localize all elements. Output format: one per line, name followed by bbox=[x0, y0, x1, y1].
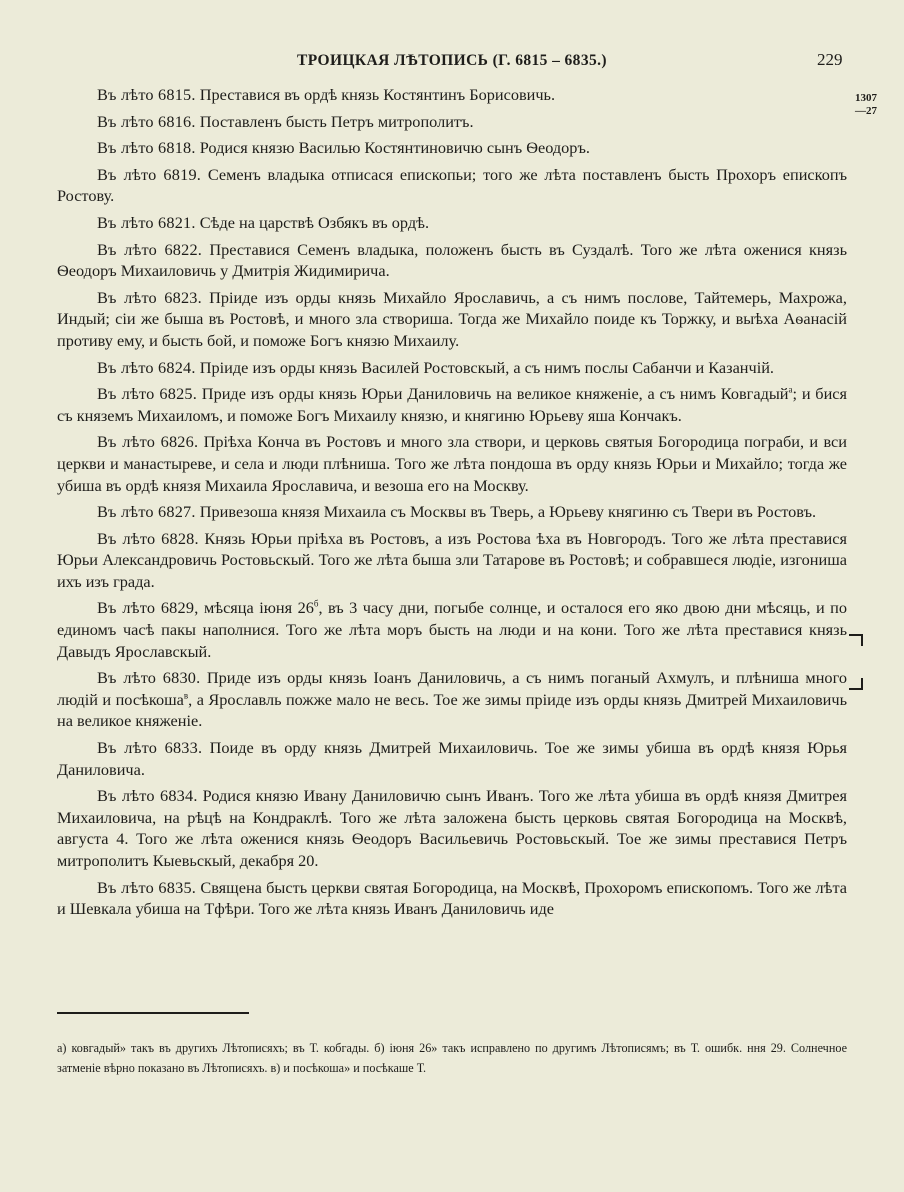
entry-year: Въ лѣто 6816. bbox=[97, 111, 196, 131]
entry-year: Въ лѣто 6822. bbox=[97, 239, 203, 259]
entry-text-continued: , въ 3 часу дни, погыбе солнце, и осталося его яко двою дни мѣсяць, и по единомъ часѣ пакы наполнися. Того же лѣта моръ бысть на люди и на кони. Того же лѣта преставися князь Давыдъ Ярославскый. bbox=[57, 598, 847, 661]
entry-text: Пріѣха Конча въ Ростовъ и много зла створи, и церковь святыя Богородица пограби, и вси церкви и манастыреве, и села и люди плѣниша. Того же лѣта пондоша въ орду князь Юрьи и Михайло; тогда же убиша въ ордѣ князя Михаила Ярославича, и везоша его на Москву. bbox=[57, 432, 847, 495]
chronicle-entry bbox=[57, 528, 847, 593]
chronicle-entry bbox=[57, 84, 847, 106]
chronicle-text bbox=[57, 84, 847, 925]
chronicle-entry bbox=[57, 137, 847, 159]
margin-year-from: 1307 bbox=[855, 92, 877, 104]
chronicle-entry bbox=[57, 357, 847, 379]
entry-text: Привезоша князя Михаила съ Москвы въ Тверь, а Юрьеву княгиню съ Твери въ Ростовъ. bbox=[195, 502, 817, 522]
entry-text: Преставися Семенъ владыка, положенъ бысть въ Суздалѣ. Того же лѣта оженися князь Ѳеодоръ Михаиловичь у Дмитрія Жидимирича. bbox=[57, 239, 847, 281]
entry-year: Въ лѣто 6819. bbox=[97, 164, 202, 184]
chronicle-entry bbox=[57, 667, 847, 732]
chronicle-entry bbox=[57, 287, 847, 352]
running-title: ТРОИЦКАЯ ЛѢТОПИСЬ (Г. 6815 – 6835.) bbox=[297, 52, 607, 69]
entry-year: Въ лѣто 6827. bbox=[97, 502, 196, 522]
entry-year: Въ лѣто 6826. bbox=[97, 432, 199, 452]
chronicle-entry bbox=[57, 877, 847, 920]
entry-year: Въ лѣто 6825. bbox=[97, 384, 198, 404]
entry-year: Въ лѣто 6818. bbox=[97, 138, 196, 158]
margin-year-to: —27 bbox=[855, 105, 877, 117]
margin-year-range bbox=[847, 92, 877, 118]
entry-year: Въ лѣто 6815. bbox=[97, 85, 196, 104]
entry-text: Приде изъ орды князь Іоанъ Даниловичь, а съ нимъ поганый Ахмулъ, и плѣниша много людій и посѣкоша bbox=[57, 668, 847, 709]
entry-text: Поставленъ бысть Петръ митрополитъ. bbox=[195, 111, 474, 131]
entry-text: Пріиде изъ орды князь Василей Ростовскый, а съ нимъ послы Сабанчи и Казанчій. bbox=[195, 357, 775, 377]
entry-year: Въ лѣто 6821. bbox=[97, 212, 196, 232]
entry-year: Въ лѣто 6834. bbox=[97, 786, 198, 806]
entry-text: Семенъ владыка отписася епископьи; того же лѣта поставленъ бысть Прохоръ епископъ Ростову. bbox=[57, 164, 847, 206]
entry-year: Въ лѣто 6833. bbox=[97, 738, 203, 758]
footnote-marker: а bbox=[788, 384, 793, 395]
chronicle-entry bbox=[57, 164, 847, 207]
entry-text: Родися князю Ивану Даниловичю сынъ Иванъ. Того же лѣта убиша въ ордѣ князя Дмитрея Михаиловича, на рѣцѣ на Кондраклѣ. Того же лѣта заложена бысть церковь святая Богородица на Москвѣ, августа 4. Того же лѣта оженися князь Ѳеодоръ Васильевичь Ростовьскый. Тое же зимы преставися Петръ митрополитъ Кыевьскый, декабря 20. bbox=[57, 786, 847, 870]
footnote-marker: б bbox=[313, 599, 319, 610]
page-number: 229 bbox=[817, 50, 843, 69]
entry-year: Въ лѣто 6835. bbox=[97, 877, 197, 897]
chronicle-entry bbox=[57, 239, 847, 282]
chronicle-entry bbox=[57, 212, 847, 234]
chronicle-entry bbox=[57, 383, 847, 426]
footnote-marker: в bbox=[183, 690, 189, 701]
entry-text: мѣсяца іюня 26 bbox=[198, 598, 314, 618]
entry-year: Въ лѣто 6823. bbox=[97, 287, 202, 307]
margin-bracket-open bbox=[849, 634, 863, 646]
running-header bbox=[0, 50, 904, 74]
entry-text-continued: ; и бися съ княземъ Михаиломъ, и поможе Богъ Михаилу князю, и княгиню Юрьеву яша Кончакъ. bbox=[57, 384, 847, 425]
entry-text: Священа бысть церкви святая Богородица, на Москвѣ, Прохоромъ епископомъ. Того же лѣта и Шевкала убиша на Тфѣри. Того же лѣта князь Иванъ Даниловичь иде bbox=[57, 877, 847, 919]
entry-year: Въ лѣто 6829, bbox=[97, 598, 199, 618]
entry-text: Пріиде изъ орды князь Михайло Ярославичь, а съ нимъ послове, Тайтемерь, Махрожа, Индый; сіи же быша въ Ростовѣ, и много зла створиша. Тогда же Михайло поиде къ Торжку, и выѣха Аѳанасій противу ему, и бысть бой, и поможе Богъ князю Михаилу. bbox=[57, 287, 847, 350]
entry-text: Сѣде на царствѣ Озбякъ въ ордѣ. bbox=[195, 212, 430, 232]
chronicle-entry bbox=[57, 597, 847, 662]
chronicle-entry bbox=[57, 111, 847, 133]
entry-text: Поиде въ орду князь Дмитрей Михаиловичь. Тое же зимы убиша въ ордѣ князя Юрья Даниловича. bbox=[57, 738, 847, 779]
footnotes: а) ковгадый» такъ въ другихъ Лѣтописяхъ; въ Т. кобгады. б) іюня 26» такъ исправлено по другимъ Лѣтописямъ; въ Т. ошибк. ння 29. Солнечное затменіе вѣрно показано въ Лѣтописяхъ. в) и посѣкоша» и посѣкаше Т. bbox=[57, 1041, 847, 1075]
entry-text: Преставися въ ордѣ князь Костянтинъ Борисовичь. bbox=[195, 85, 556, 104]
entry-year: Въ лѣто 6828. bbox=[97, 528, 199, 548]
chronicle-entry bbox=[57, 737, 847, 780]
footnote-rule bbox=[57, 1012, 249, 1014]
entry-text: Приде изъ орды князь Юрьи Даниловичь на великое княженіе, а съ нимъ Ковгадый bbox=[197, 384, 789, 404]
entry-year: Въ лѣто 6824. bbox=[97, 357, 196, 377]
entry-text: Родися князю Василью Костянтиновичю сынъ Ѳеодоръ. bbox=[195, 138, 590, 158]
chronicle-entry bbox=[57, 431, 847, 496]
entry-text-continued: , а Ярославль пожже мало не весь. Тое же зимы пріиде изъ орды князь Дмитрей Михаиловичь на великое княженіе. bbox=[57, 689, 848, 731]
entry-year: Въ лѣто 6830. bbox=[97, 668, 201, 688]
entry-text: Князь Юрьи пріѣха въ Ростовъ, а изъ Ростова ѣха въ Новгородъ. Того же лѣта преставися Юрьи Александровичь Ростовьскый. Того же лѣта быша зли Татарове въ Ростовѣ; и собравшеся людіе, изгониша ихъ изъ града. bbox=[57, 528, 847, 591]
margin-bracket-close bbox=[849, 678, 863, 690]
chronicle-entry bbox=[57, 785, 847, 871]
chronicle-entry bbox=[57, 501, 847, 523]
